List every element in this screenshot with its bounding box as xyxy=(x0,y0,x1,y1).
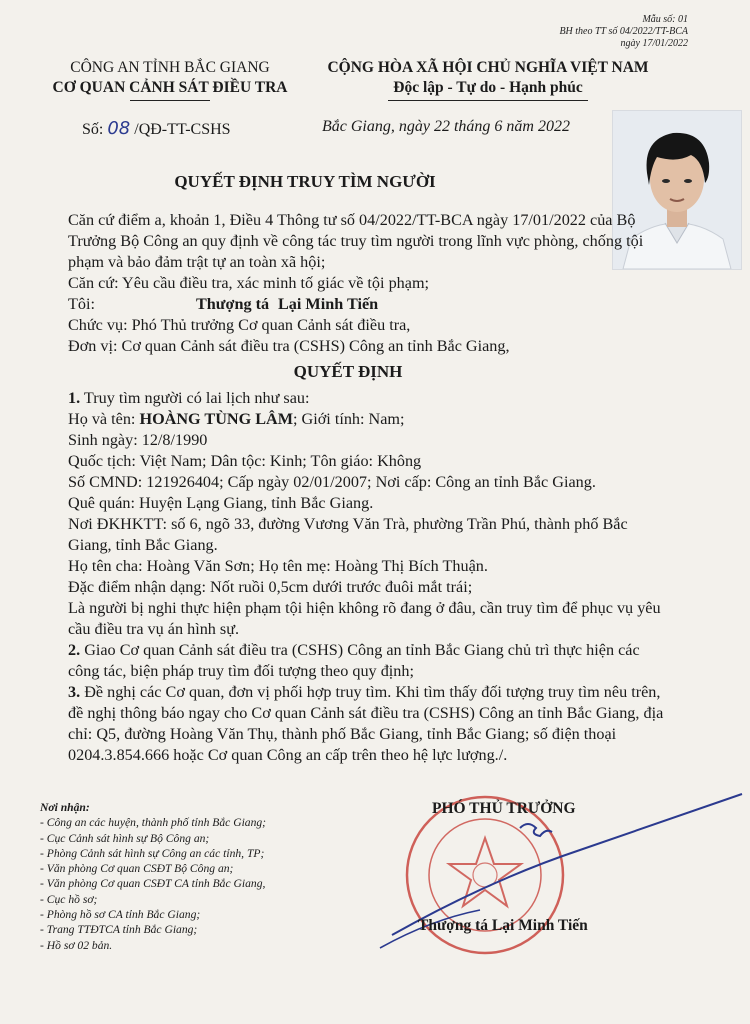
agency-line1: CÔNG AN TỈNH BẮC GIANG xyxy=(70,59,270,76)
gender: ; Giới tính: Nam; xyxy=(292,410,405,428)
form-code-line1: Mẫu số: 01 xyxy=(642,14,688,25)
signatory-title: PHÓ THỦ TRƯỞNG xyxy=(432,800,576,817)
document-title: QUYẾT ĐỊNH TRUY TÌM NGƯỜI xyxy=(174,172,436,191)
doc-number-handwritten: 08 xyxy=(107,118,131,139)
issuer-line xyxy=(68,294,668,315)
item2 xyxy=(68,640,668,682)
issuer-rank: Thượng tá xyxy=(196,295,270,313)
nationality: Quốc tịch: Việt Nam; Dân tộc: Kinh; Tôn giáo: Không xyxy=(68,452,422,470)
item2-text: Giao Cơ quan Cảnh sát điều tra (CSHS) Công an tỉnh Bắc Giang chủ trì thực hiện các công tác, biện pháp truy tìm đối tượng theo quy định; xyxy=(68,641,640,680)
recipient-item: - Hồ sơ 02 bản. xyxy=(40,938,113,952)
document-body xyxy=(68,210,668,766)
dob: Sinh ngày: 12/8/1990 xyxy=(68,431,208,449)
item1-lead-text: Truy tìm người có lai lịch như sau: xyxy=(80,389,310,407)
item1-lead xyxy=(68,388,668,409)
parents: Họ tên cha: Hoàng Văn Sơn; Họ tên mẹ: Hoàng Thị Bích Thuận. xyxy=(68,557,488,575)
reason: Là người bị nghi thực hiện phạm tội hiện không rõ đang ở đâu, cần truy tìm để phục vụ yêu cầu điều tra vụ án hình sự. xyxy=(68,599,661,638)
form-code xyxy=(559,14,688,50)
header-left-rule xyxy=(130,100,210,101)
recipient-item: - Phòng hồ sơ CA tỉnh Bắc Giang; xyxy=(40,908,201,922)
agency-line2: CƠ QUAN CẢNH SÁT ĐIỀU TRA xyxy=(52,79,288,96)
document-number xyxy=(82,118,231,139)
doc-number-suffix: /QĐ-TT-CSHS xyxy=(134,121,231,138)
basis-p1-text: Căn cứ điểm a, khoản 1, Điều 4 Thông tư số 04/2022/TT-BCA ngày 17/01/2022 của Bộ Trưởng Bộ Công an quy định về công tác truy tìm người trong lĩnh vực phòng, chống tội phạm và bảo đảm trật tự an toàn xã hội; xyxy=(68,211,644,271)
basis-paragraph-1 xyxy=(68,210,668,273)
item3-num: 3. xyxy=(68,683,81,701)
header-right-rule xyxy=(388,100,588,101)
recipient-item: - Văn phòng Cơ quan CSĐT CA tỉnh Bắc Giang, xyxy=(40,877,266,891)
recipient-item: - Phòng Cảnh sát hình sự Công an các tỉnh, TP; xyxy=(40,846,265,860)
form-code-line3: ngày 17/01/2022 xyxy=(620,38,688,49)
recipient-item: - Văn phòng Cơ quan CSĐT Bộ Công an; xyxy=(40,862,234,876)
signatory-name: Thượng tá Lại Minh Tiến xyxy=(418,917,588,934)
issuer-unit: Đơn vị: Cơ quan Cảnh sát điều tra (CSHS) Công an tỉnh Bắc Giang, xyxy=(68,337,510,355)
recipient-item: - Trang TTĐTCA tỉnh Bắc Giang; xyxy=(40,923,198,937)
issue-date: Bắc Giang, ngày 22 tháng 6 năm 2022 xyxy=(322,118,570,135)
identifying-features: Đặc điểm nhận dạng: Nốt ruồi 0,5cm dưới trước đuôi mắt trái; xyxy=(68,578,473,596)
name-label: Họ và tên: xyxy=(68,410,136,428)
recipient-item: - Công an các huyện, thành phố tỉnh Bắc Giang; xyxy=(40,816,267,830)
item1-num: 1. xyxy=(68,389,81,407)
issuing-agency-header xyxy=(50,58,290,101)
residence: Nơi ĐKHKTT: số 6, ngõ 33, đường Vương Văn Trà, phường Trần Phú, thành phố Bắc Giang, tỉnh Bắc Giang. xyxy=(68,515,628,554)
basis-paragraph-2: Căn cứ: Yêu cầu điều tra, xác minh tố giác về tội phạm; xyxy=(68,274,430,292)
recipients-block xyxy=(40,800,266,953)
recipients-heading: Nơi nhận: xyxy=(40,801,90,814)
item1-name-line xyxy=(68,409,668,430)
item3-text: Đề nghị các Cơ quan, đơn vị phối hợp truy tìm. Khi tìm thấy đối tượng truy tìm nêu trên, đề nghị thông báo ngay cho Cơ quan Cảnh sát điều tra (CSHS) Công an tỉnh Bắc Giang, địa chỉ: Q5, đường Hoàng Văn Thụ, thành phố Bắc Giang, tỉnh Bắc Giang; số điện thoại 0204.3.854.666 hoặc Cơ quan Công an cấp trên theo hệ lực lượng./. xyxy=(68,683,664,764)
decision-heading: QUYẾT ĐỊNH xyxy=(293,362,403,381)
id-card: Số CMND: 121926404; Cấp ngày 02/01/2007; Nơi cấp: Công an tỉnh Bắc Giang. xyxy=(68,473,596,491)
form-code-line2: BH theo TT số 04/2022/TT-BCA xyxy=(559,26,688,37)
issuer-name: Lại Minh Tiến xyxy=(278,295,379,313)
recipient-item: - Cục Cảnh sát hình sự Bộ Công an; xyxy=(40,831,210,845)
toi-label: Tôi: xyxy=(68,295,95,313)
issuer-position: Chức vụ: Phó Thủ trưởng Cơ quan Cảnh sát điều tra, xyxy=(68,316,411,334)
hometown: Quê quán: Huyện Lạng Giang, tỉnh Bắc Giang. xyxy=(68,494,374,512)
doc-number-prefix: Số: xyxy=(82,121,104,138)
suspect-name: HOÀNG TÙNG LÂM xyxy=(139,410,293,428)
item3 xyxy=(68,682,668,766)
national-line1: CỘNG HÒA XÃ HỘI CHỦ NGHĨA VIỆT NAM xyxy=(327,59,649,76)
national-header xyxy=(318,58,658,101)
national-line2: Độc lập - Tự do - Hạnh phúc xyxy=(393,79,583,96)
item2-num: 2. xyxy=(68,641,81,659)
recipient-item: - Cục hồ sơ; xyxy=(40,892,98,906)
